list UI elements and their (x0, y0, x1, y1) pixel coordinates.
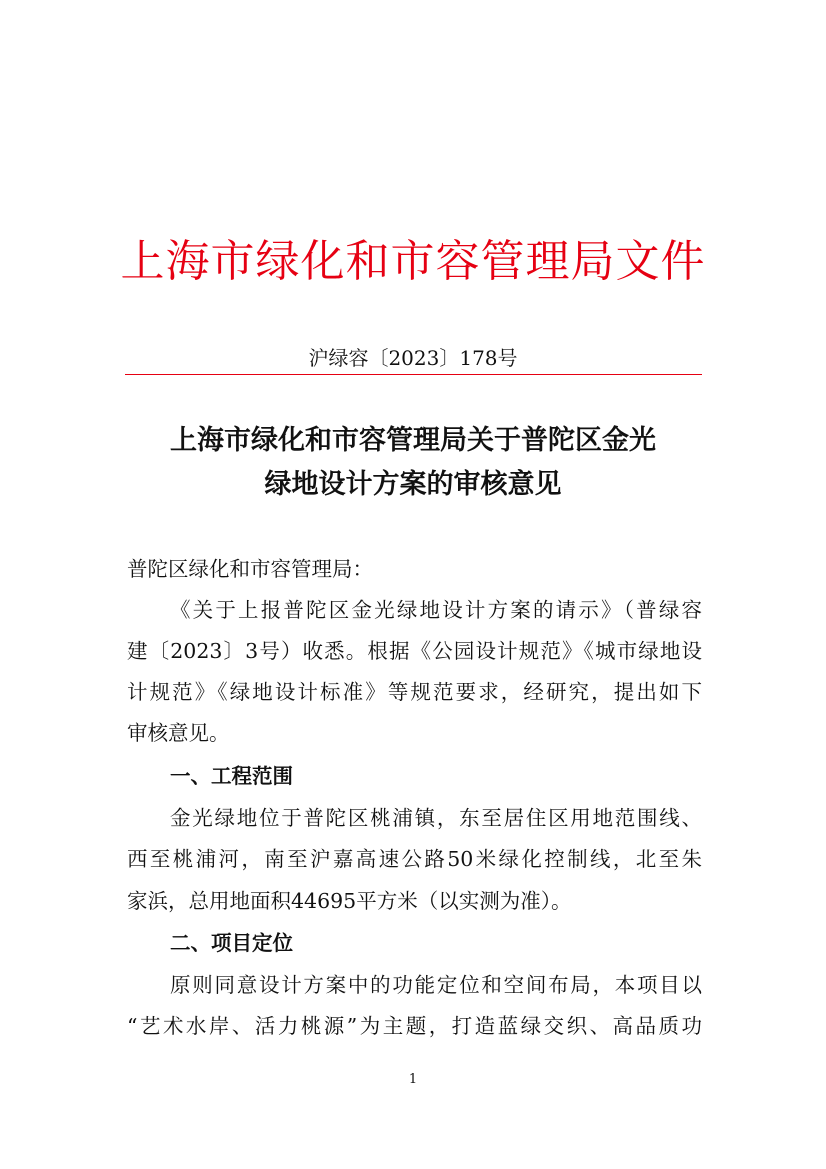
section-line: 原则同意设计方案中的功能定位和空间布局，本项目以 (170, 973, 702, 997)
subject-line-2: 绿地设计方案的审核意见 (264, 469, 562, 500)
document-number: 沪绿容〔2023〕178号 (308, 346, 518, 370)
section-heading: 二、项目定位 (170, 931, 293, 955)
intro-line: 建〔2023〕3号）收悉。根据《公园设计规范》《城市绿地设 (127, 639, 702, 663)
section-line: 金光绿地位于普陀区桃浦镇，东至居住区用地范围线、 (170, 806, 702, 830)
recipient: 普陀区绿化和市容管理局： (127, 557, 373, 581)
page-number: 1 (408, 1072, 418, 1087)
section-line: 西至桃浦河，南至沪嘉高速公路50米绿化控制线，北至朱 (127, 847, 702, 871)
subject-line-1: 上海市绿化和市容管理局关于普陀区金光 (170, 425, 656, 456)
intro-line: 审核意见。 (127, 721, 230, 745)
intro-line: 《关于上报普陀区金光绿地设计方案的请示》（普绿容 (170, 598, 702, 622)
section-line: “艺术水岸、活力桃源”为主题，打造蓝绿交织、高品质功 (127, 1014, 702, 1038)
intro-line: 计规范》《绿地设计标准》等规范要求，经研究，提出如下 (127, 680, 702, 704)
red-divider (125, 374, 702, 375)
document-header-title: 上海市绿化和市容管理局文件 (120, 236, 706, 287)
section-heading: 一、工程范围 (170, 764, 293, 788)
section-line: 家浜，总用地面积44695平方米（以实测为准）。 (127, 889, 572, 913)
